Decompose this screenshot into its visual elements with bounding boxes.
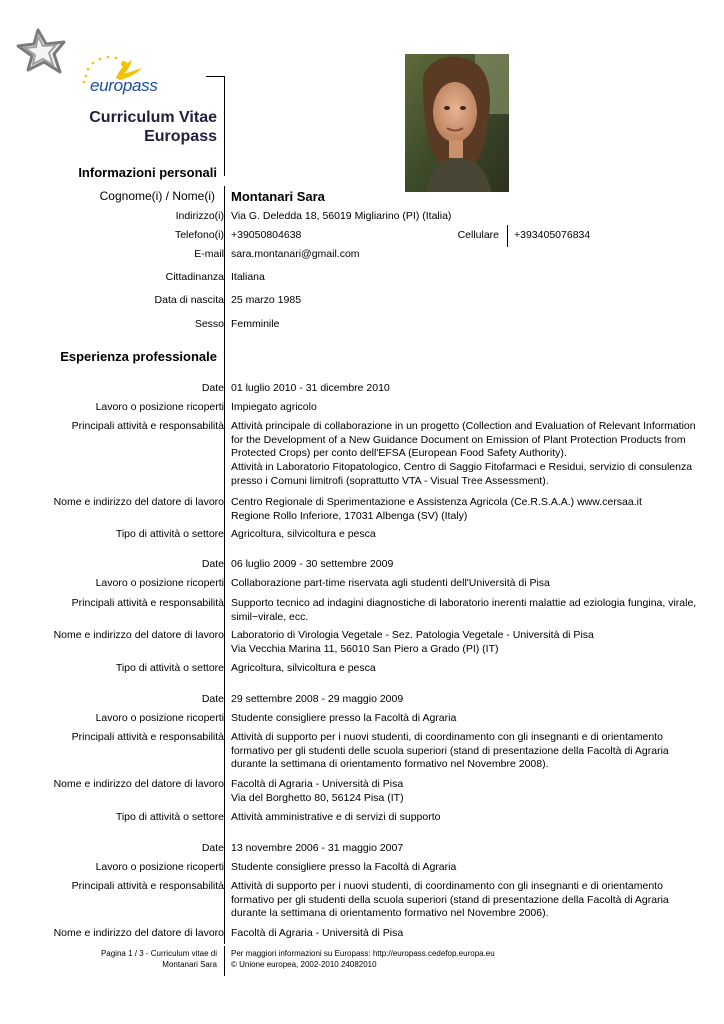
entry1-date: 01 luglio 2010 - 31 dicembre 2010	[231, 382, 390, 394]
entry3-position: Studente consigliere presso la Facoltà di Agraria	[231, 712, 457, 724]
entry3-sector: Attività amministrative e di servizi di supporto	[231, 811, 441, 823]
footer-divider	[224, 946, 225, 976]
sex-label: Sesso	[194, 318, 224, 330]
entry4-activities-label: Principali attività e responsabilità	[71, 880, 224, 892]
sex-value: Femminile	[231, 318, 280, 330]
europass-logo	[80, 54, 164, 98]
logo-text: europass	[90, 76, 158, 95]
entry3-activities: Attività di supporto per i nuovi studenti, di coordinamento con gli insegnanti e di orientamento formativo per gli studenti delle scuola superiori (stand di presentazione della Facoltà di Agraria durante la settimana di orientamento formativo nel Novembre 2008).	[231, 731, 669, 771]
entry1-sector: Agricoltura, silvicoltura e pesca	[231, 528, 376, 540]
phone-label: Telefono(i)	[174, 229, 224, 241]
entry2-sector-label: Tipo di attività o settore	[115, 662, 224, 674]
entry4-activities: Attività di supporto per i nuovi studenti, di coordinamento con gli insegnanti e di orientamento formativo per gli studenti della scuola superiori (stand di presentazione della Facoltà di Agraria durante la settimana di orientamento formativo nel Novembre 2006).	[231, 880, 669, 920]
phone-value: +39050804638	[231, 229, 302, 241]
entry1-employer: Centro Regionale di Sperimentazione e Assistenza Agricola (Ce.R.S.A.A.) www.cersaa.it Regione Rollo Inferiore, 17031 Albenga (SV) (Italy)	[231, 496, 642, 522]
section-personal-info: Informazioni personali	[78, 165, 217, 180]
entry2-employer-label: Nome e indirizzo del datore di lavoro	[53, 629, 224, 641]
entry4-employer-label: Nome e indirizzo del datore di lavoro	[53, 927, 224, 939]
footer-page-info-line1: Pagina 1 / 3 - Curriculum vitae di	[100, 949, 217, 958]
email-label: E-mail	[194, 248, 224, 260]
name-label: Cognome(i) / Nome(i)	[99, 189, 215, 203]
entry1-date-label: Date	[201, 382, 224, 394]
footer-copyright: © Unione europea, 2002-2010 24082010	[231, 960, 377, 969]
entry3-activities-label: Principali attività e responsabilità	[71, 731, 224, 743]
entry3-date-label: Date	[201, 693, 224, 705]
entry3-employer: Facoltà di Agraria - Università di Pisa Via del Borghetto 80, 56124 Pisa (IT)	[231, 778, 404, 804]
entry1-sector-label: Tipo di attività o settore	[115, 528, 224, 540]
entry2-sector: Agricoltura, silvicoltura e pesca	[231, 662, 376, 674]
profile-photo	[405, 54, 509, 192]
entry3-date: 29 settembre 2008 - 29 maggio 2009	[231, 693, 404, 705]
header-divider-cap	[206, 76, 225, 77]
birth-date-label: Data di nascita	[154, 294, 224, 306]
mobile-label: Cellulare	[457, 229, 499, 241]
entry2-position: Collaborazione part-time riservata agli studenti dell'Università di Pisa	[231, 577, 550, 589]
column-divider	[224, 186, 225, 944]
full-name: Montanari Sara	[231, 189, 325, 204]
entry1-activities: Attività principale di collaborazione in un progetto (Collection and Evaluation of Relevant Information for the Development of a New Guidance Document on Emission of Plant Protection Products from Protected Crops) per conto dell'EFSA (European Food Safety Authority). Attività in Laboratorio Fitopatologico, Centro di Saggio Fitofarmaci e Residui, servizio di consulenza presso i Comuni limitrofi (soprattutto VTA - Visual Tree Assessment).	[231, 420, 696, 487]
section-experience: Esperienza professionale	[60, 349, 217, 364]
entry2-date: 06 luglio 2009 - 30 settembre 2009	[231, 558, 394, 570]
footer-info-link[interactable]: Per maggiori informazioni su Europass: http://europass.cedefop.europa.eu	[231, 949, 495, 958]
address-label: Indirizzo(i)	[175, 210, 224, 222]
mobile-value: +393405076834	[514, 229, 591, 241]
page-title-line2: Europass	[144, 128, 217, 145]
entry4-position: Studente consigliere presso la Facoltà di Agraria	[231, 861, 457, 873]
entry2-position-label: Lavoro o posizione ricoperti	[95, 577, 224, 589]
email-value[interactable]: sara.montanari@gmail.com	[231, 248, 360, 260]
entry4-date-label: Date	[201, 842, 224, 854]
entry1-position: Impiegato agricolo	[231, 401, 317, 413]
citizenship-value: Italiana	[231, 271, 265, 283]
entry4-position-label: Lavoro o posizione ricoperti	[95, 861, 224, 873]
entry4-employer: Facoltà di Agraria - Università di Pisa	[231, 927, 404, 939]
entry3-sector-label: Tipo di attività o settore	[115, 811, 224, 823]
corner-pin-icon	[14, 26, 70, 78]
entry2-date-label: Date	[201, 558, 224, 570]
entry1-employer-label: Nome e indirizzo del datore di lavoro	[53, 496, 224, 508]
entry2-activities: Supporto tecnico ad indagini diagnostiche di laboratorio inerenti malattie ad eziologia fungina, virale, simil−virale, ecc.	[231, 597, 697, 623]
birth-date-value: 25 marzo 1985	[231, 294, 302, 306]
header-divider	[224, 76, 225, 176]
entry1-position-label: Lavoro o posizione ricoperti	[95, 401, 224, 413]
entry3-position-label: Lavoro o posizione ricoperti	[95, 712, 224, 724]
address-value: Via G. Deledda 18, 56019 Migliarino (PI) (Italia)	[231, 210, 452, 222]
entry4-date: 13 novembre 2006 - 31 maggio 2007	[231, 842, 404, 854]
citizenship-label: Cittadinanza	[165, 271, 224, 283]
page-title-line1: Curriculum Vitae	[89, 109, 217, 126]
entry2-employer: Laboratorio di Virologia Vegetale - Sez. Patologia Vegetale - Università di Pisa Via Vecchia Marina 11, 56010 San Piero a Grado (PI) (IT)	[231, 629, 594, 655]
entry1-activities-label: Principali attività e responsabilità	[71, 420, 224, 432]
entry3-employer-label: Nome e indirizzo del datore di lavoro	[53, 778, 224, 790]
footer-page-info-line2: Montanari Sara	[162, 960, 217, 969]
entry2-activities-label: Principali attività e responsabilità	[71, 597, 224, 609]
mobile-divider	[507, 225, 508, 247]
